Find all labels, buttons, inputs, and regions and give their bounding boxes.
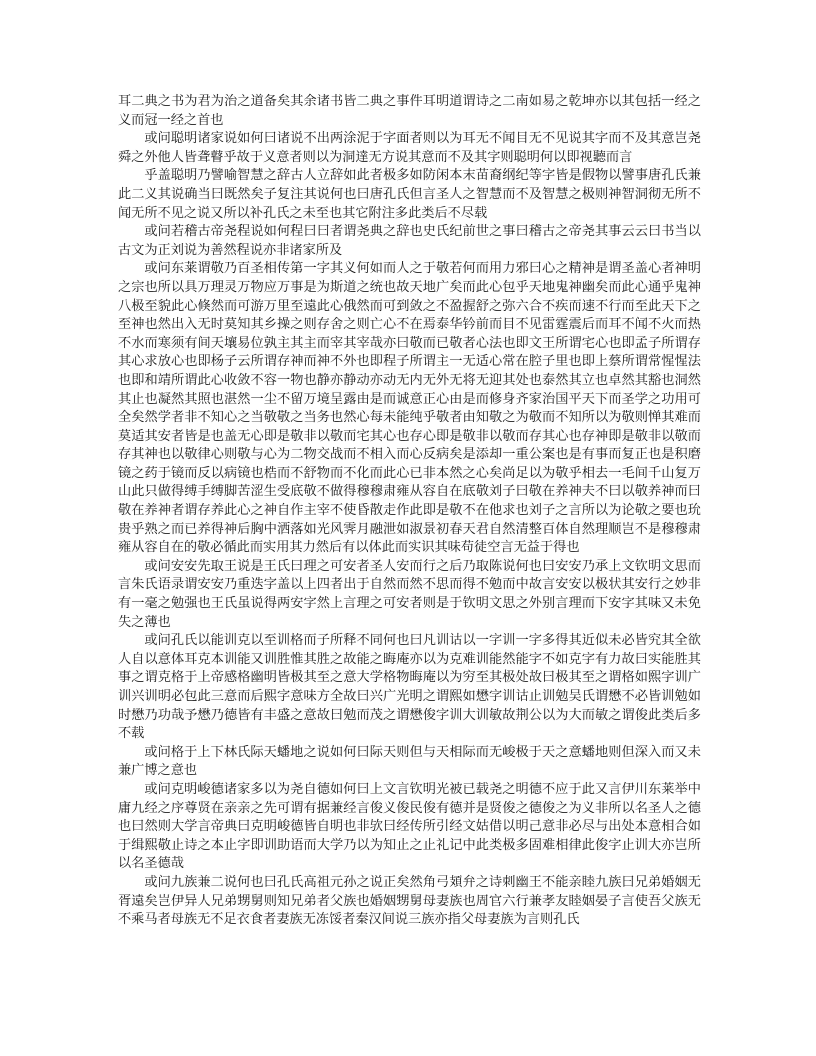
paragraph: 或问孔氏以能训克以至训格而子所释不同何也曰凡训诂以一字训一字多得其近似未必皆究其全欲人自以意体耳克本训能又训胜惟其胜之故能之晦庵亦以为克难训能然能字不如克字有力故曰实能胜其事之谓克格于上帝感格幽明皆极其至之意大学格物晦庵以为穷至其极处故曰极其至之谓格如熙字训广训兴训明必包此三意而后熙字意味方全故曰兴广光明之谓熙如懋字训诂止训勉吴氏谓懋不必皆训勉如时懋乃功哉予懋乃德皆有丰盛之意故曰勉而茂之谓懋俊字训大训敏故荆公以为大而敏之谓俊此类后多不载 xyxy=(118,633,701,742)
paragraph: 乎盖聪明乃譬喻智慧之辞古人立辞如此者极多如防闲本末苗裔纲纪等字皆是假物以譬事唐孔氏兼此二义其说确当曰既然矣子复注其说何也曰唐孔氏但言圣人之智慧而不及智慧之极则神智洞彻无所不闻无所不见之说又所以补孔氏之未至也其它附注多此类后不尽载 xyxy=(118,168,701,221)
paragraph: 或问克明峻德诸家多以为尧自德如何曰上文言钦明光被已载尧之明德不应于此又言伊川东莱举中庸九经之序尊贤在亲亲之先可谓有据兼经言俊义俊民俊有德并是贤俊之德俊之为义非所以名圣人之德也曰然则大学言帝典曰克明峻德皆自明也非欤曰经传所引经文姑借以明己意非必尽与出处本意相合如于缉熙敬止诗之本止字即训助语而大学乃以为知止之止礼记中此类极多固难相律此俊字止训大亦岂所以名圣德哉 xyxy=(118,781,701,872)
paragraph: 或问九族兼二说何也曰孔氏高祖元孙之说正矣然角弓頍弁之诗刺幽王不能亲睦九族曰兄弟婚姻无胥遠矣岂伊异人兄弟甥舅则知兄弟者父族也婚姻甥舅母妻族也周官六行兼孝友睦姻晏子言使吾父族无不乘马者母族无不足衣食者妻族无冻馁者秦汉间说三族亦指父母妻族为言则孔氏 xyxy=(118,874,701,928)
paragraph: 或问聪明诸家说如何曰诸说不出两涂泥于字面者则以为耳无不闻目无不见说其字而不及其意岂尧舜之外他人皆聋瞽乎故于义意者则以为洞達无方说其意而不及其字则聪明何以即视聽而言 xyxy=(118,131,701,165)
document-page xyxy=(118,93,701,930)
paragraph: 或问安安先取王说是王氏曰理之可安者圣人安而行之后乃取陈说何也曰安安乃承上文钦明文思而言朱氏语录谓安安乃重迭字盖以上四者出于自然而然不思而得不勉而中故言安安以极状其安行之妙非有一毫之勉强也王氏虽说得两安字然上言理之可安者则是于钦明文思之外别言理而下安字其味又未免失之薄也 xyxy=(118,558,701,630)
paragraph: 耳二典之书为君为治之道备矣其余诸书皆二典之事件耳明道谓诗之二南如易之乾坤亦以其包括一经之义而冠一经之首也 xyxy=(118,94,701,128)
paragraph: 或问格于上下林氏际天蟠地之说如何曰际天则但与天相际而无峻极于天之意蟠地则但深入而又未兼广博之意也 xyxy=(118,744,701,779)
paragraph: 或问若稽古帝尧程说如何程曰曰者谓尧典之辞也史氏纪前世之事曰稽古之帝尧其事云云曰书当以古文为正刘说为善然程说亦非诸家所及 xyxy=(118,224,701,258)
paragraph: 或问东莱谓敬乃百圣相传第一字其义何如而人之于敬若何而用力邪曰心之精神是谓圣盖心者神明之宗也所以具万理灵万物应万事是为斯道之统也故天地广矣而此心包乎天地鬼神幽矣而此心通乎鬼神八极至貌此心倏然而可游万里至遠此心俄然而可到敛之不盈握舒之弥六合不疾而速不行而至此天下之至神也然出入无时莫知其乡操之则存舍之则亡心不在焉泰华钤前而目不见雷霆震后而耳不闻不火而热不水而寒须有间天壤易位孰主其主而宰其宰哉亦曰敬而已敬者心法也即文王所谓宅心也即孟子所谓存其心求放心也即杨子云所谓存神而神不外也即程子所谓主一无适心常在腔子里也即上蔡所谓常惺惺法也即和靖所谓此心收敛不容一物也静亦静动亦动无内无外无将无迎其处也泰然其立也卓然其豁也洞然其止也凝然其照也湛然一尘不留万境呈露由是而诚意正心由是而修身齐家治国平天下而圣学之功用可全矣然学者非不知心之当敬敬之当务也然心每未能纯乎敬者由知敬之为敬而不知所以为敬则惮其难而莫适其安者皆是也盖无心即是敬非以敬而宅其心也存心即是敬非以敬而存其心也存神即是敬非以敬而存其神也以敬律心则敬与心为二物交战而不相入而心反病矣是添却一重公案也是有事而复正也是积磨镜之药于镜而反以病镜也梏而不舒物而不化而此心已非本然之心矣尚足以为敬乎相去一毛间千山复万山此只做得缚手缚脚苦涩生受底敬不做得穆穆肃雍从容自在底敬刘子曰敬在养神夫不曰以敬养神而曰敬在养神者谓存养此心之神自作主宰不使昏散走作此即是敬不在他求也刘子之言所以为论敬之要也玧贵乎熟之而已养得神后胸中洒落如光风霁月融泄如淑景初春天君自然清整百体自然理顺岂不是穆穆肃雍从容自在的敬必循此而实用其力然后有以体此而实识其味苟徒空言无益于得也 xyxy=(118,261,701,556)
